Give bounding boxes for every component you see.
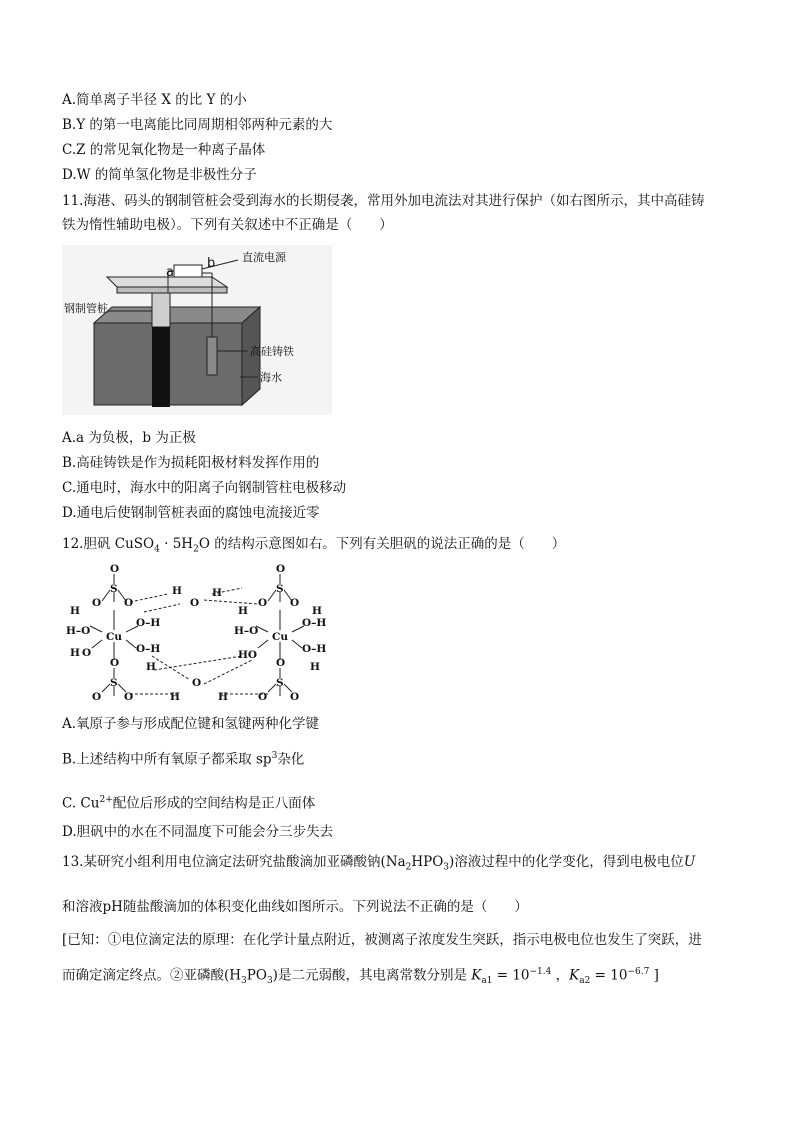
svg-text:S: S [110, 583, 118, 595]
svg-text:O: O [82, 647, 92, 659]
q13-line4: 而确定滴定终点。②亚磷酸$(H_3PO_3)$是二元弱酸，其电离常数分别是 $K_{a1} = 10^{-1.4}$ ，$K_{a2} = 10^{-6.7}$ ] [62, 967, 659, 987]
svg-text:O–H: O–H [136, 643, 161, 655]
svg-text:O: O [258, 597, 268, 609]
q12-stem: 12.胆矾 CuSO$_4$ · $5H_2O$ 的结构示意图如右。下列有关胆矾的说法正确的是（ ） [62, 536, 566, 555]
svg-text:H: H [146, 661, 156, 673]
svg-text:S: S [276, 583, 284, 595]
svg-text:O–H: O–H [302, 617, 327, 629]
q12-option-d: D.胆矾中的水在不同温度下可能会分三步失去 [62, 824, 334, 840]
svg-text:O: O [190, 597, 200, 609]
blue-vitriol-structure [62, 560, 342, 710]
svg-text:O: O [92, 597, 102, 609]
svg-text:H: H [238, 605, 248, 617]
q11-option-c: C.通电时，海水中的阳离子向钢制管柱电极移动 [62, 480, 347, 496]
q11-stem-line1: 11.海港、码头的钢制管桩会受到海水的长期侵袭，常用外加电流法对其进行保护（如右图所示，其中高硅铸 [62, 193, 705, 209]
q10-option-d: D.W 的简单氢化物是非极性分子 [62, 167, 257, 183]
label-b: b [207, 256, 216, 271]
svg-text:S: S [276, 677, 284, 689]
label-pile: 钢制管桩 [64, 302, 108, 315]
q11-stem-line2: 铁为惰性辅助电极）。下列有关叙述中不正确是（ ） [62, 217, 393, 233]
q10-option-b: B.Y 的第一电离能比同周期相邻两种元素的大 [62, 117, 333, 133]
q10-option-c: C.Z 的常见氧化物是一种离子晶体 [62, 142, 266, 158]
svg-text:O: O [276, 563, 286, 575]
svg-text:O–H: O–H [302, 643, 327, 655]
q13-line1: 13.某研究小组利用电位滴定法研究盐酸滴加亚磷酸钠$(Na_2HPO_3)$溶液过程中的化学变化，得到电极电位U [62, 854, 696, 873]
svg-text:H: H [312, 605, 322, 617]
svg-text:O: O [124, 597, 134, 609]
svg-text:O: O [192, 677, 202, 689]
svg-text:H: H [170, 691, 180, 703]
svg-text:O: O [290, 691, 300, 703]
svg-text:O: O [110, 657, 120, 669]
q13-line2: 和溶液pH随盐酸滴加的体积变化曲线如图所示。下列说法不正确的是（ ） [62, 899, 528, 915]
q10-option-a: A.简单离子半径 X 的比 Y 的小 [62, 92, 247, 108]
label-iron: 高硅铸铁 [250, 345, 294, 358]
svg-text:H–O: H–O [234, 625, 259, 637]
svg-text:Cu: Cu [106, 631, 122, 643]
q12-option-a: A.氧原子参与形成配位键和氢键两种化学键 [62, 716, 320, 732]
svg-text:O–H: O–H [136, 617, 161, 629]
svg-text:H: H [310, 661, 320, 673]
svg-text:O: O [290, 597, 300, 609]
q11-option-a: A.a 为负极，b 为正极 [62, 430, 196, 446]
q12-option-b: B.上述结构中所有氧原子都采取 $sp^3$杂化 [62, 751, 305, 768]
svg-text:H: H [70, 605, 80, 617]
q12-option-c: C. $Cu^{2+}$配位后形成的空间结构是正八面体 [62, 795, 316, 812]
svg-text:H–O: H–O [66, 625, 91, 637]
label-power: 直流电源 [242, 251, 286, 264]
q13-line3: [已知：①电位滴定法的原理：在化学计量点附近，被测离子浓度发生突跃，指示电极电位也发生了突跃，进 [62, 932, 702, 948]
svg-text:H: H [172, 585, 182, 597]
svg-text:H: H [70, 647, 80, 659]
svg-text:HO: HO [238, 649, 258, 661]
svg-text:O: O [276, 657, 286, 669]
q11-option-b: B.高硅铸铁是作为损耗阳极材料发挥作用的 [62, 455, 320, 471]
svg-text:H: H [212, 587, 222, 599]
svg-text:S: S [110, 677, 118, 689]
label-sea: 海水 [260, 371, 282, 384]
label-a: a [166, 265, 174, 280]
svg-text:O: O [110, 563, 120, 575]
svg-text:O: O [258, 691, 268, 703]
svg-text:O: O [124, 691, 134, 703]
svg-text:O: O [92, 691, 102, 703]
svg-text:H: H [218, 691, 228, 703]
svg-text:Cu: Cu [272, 631, 288, 643]
q11-option-d: D.通电后使钢制管桩表面的腐蚀电流接近零 [62, 505, 320, 521]
cathodic-protection-figure [62, 245, 332, 415]
